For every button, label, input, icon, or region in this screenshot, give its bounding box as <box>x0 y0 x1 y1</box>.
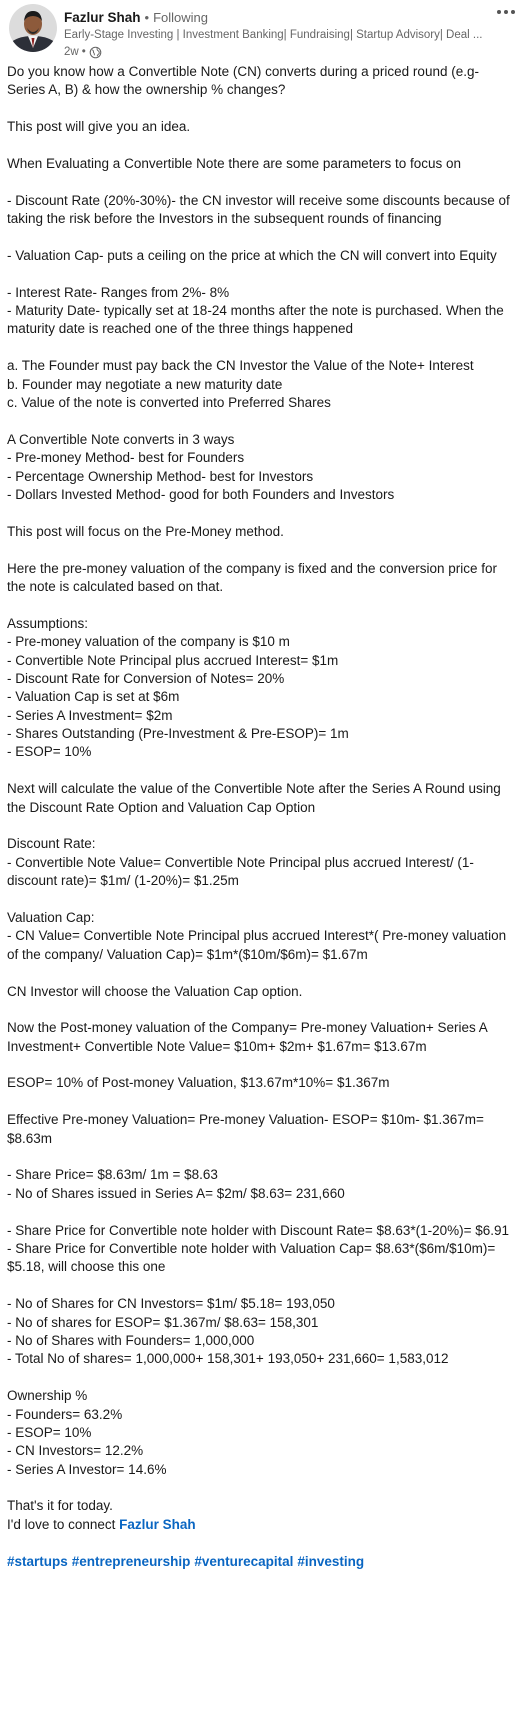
post-body <box>7 63 527 1571</box>
post-text-line: - Shares Outstanding (Pre-Investment & Pre-ESOP)= 1m <box>7 726 349 742</box>
meta-separator-dot: • <box>81 46 86 58</box>
post-text-line: A Convertible Note converts in 3 ways <box>7 431 235 447</box>
blank-line <box>7 964 527 982</box>
post-text-line: - CN Value= Convertible Note Principal plus accrued Interest*( Pre-money valuation <box>7 928 507 944</box>
post-meta <box>64 44 494 60</box>
blank-line <box>7 1534 527 1552</box>
post-text-line: ESOP= 10% of Post-money Valuation, $13.67m*10%= $1.367m <box>7 1075 390 1091</box>
post-text-line: Here the pre-money valuation of the company is fixed and the conversion price for <box>7 560 498 576</box>
post-text-line: - Series A Investor= 14.6% <box>7 1461 167 1477</box>
blank-line <box>7 412 527 430</box>
post-text-line: This post will focus on the Pre-Money method. <box>7 523 284 539</box>
post-text-line: $8.63m <box>7 1130 53 1146</box>
post-text-line: - Discount Rate for Conversion of Notes= 20% <box>7 670 285 686</box>
post-text-line: - Interest Rate- Ranges from 2%- 8% <box>7 284 230 300</box>
closing-prefix: I'd love to connect <box>7 1516 120 1532</box>
post-text-line: Do you know how a Convertible Note (CN) converts during a priced round (e.g- <box>7 64 479 79</box>
post-text-line: - ESOP= 10% <box>7 1424 92 1440</box>
blank-line <box>7 1093 527 1111</box>
post-text-line: - No of Shares issued in Series A= $2m/ $8.63= 231,660 <box>7 1185 345 1201</box>
post-text-line: - Valuation Cap- puts a ceiling on the price at which the CN will convert into Equity <box>7 247 497 263</box>
post-text-line: - No of Shares for CN Investors= $1m/ $5.18= 193,050 <box>7 1296 335 1312</box>
post-text-line: - No of Shares with Founders= 1,000,000 <box>7 1332 255 1348</box>
post-text-line: - Pre-money Method- best for Founders <box>7 450 245 466</box>
post-text-line: This post will give you an idea. <box>7 119 191 135</box>
more-options-button[interactable] <box>494 2 518 22</box>
post-header <box>0 0 532 64</box>
globe-icon <box>89 46 102 59</box>
post-text-line: Next will calculate the value of the Convertible Note after the Series A Round using <box>7 781 501 797</box>
blank-line <box>7 762 527 780</box>
post-text-line: That's it for today. <box>7 1498 113 1514</box>
blank-line <box>7 1001 527 1019</box>
blank-line <box>7 1148 527 1166</box>
post-text-line: Assumptions: <box>7 615 89 631</box>
post-text-line: Discount Rate: <box>7 836 96 852</box>
post-text-line: of the company/ Valuation Cap)= $1m*($10m/$6m)= $1.67m <box>7 946 368 962</box>
blank-line <box>7 1277 527 1295</box>
post-text-line: a. The Founder must pay back the CN Investor the Value of the Note+ Interest <box>7 358 474 374</box>
post-text-line: - Total No of shares= 1,000,000+ 158,301+ 193,050+ 231,660= 1,583,012 <box>7 1351 449 1367</box>
profile-photo <box>9 4 57 52</box>
post-text-line: Now the Post-money valuation of the Company= Pre-money Valuation+ Series A <box>7 1020 488 1036</box>
post-text-line: Ownership % <box>7 1388 88 1404</box>
hashtag-link[interactable]: #entrepreneurship <box>71 1553 191 1569</box>
post-text-line: CN Investor will choose the Valuation Cap option. <box>7 983 303 999</box>
hashtag-link[interactable]: #venturecapital <box>194 1553 294 1569</box>
blank-line <box>7 1056 527 1074</box>
follow-status[interactable]: Following <box>153 9 208 25</box>
blank-line <box>7 100 527 118</box>
closing-line <box>7 1516 527 1534</box>
post-text-line: - Maturity Date- typically set at 18-24 months after the note is purchased. When the <box>7 303 504 319</box>
post-text-line: - Percentage Ownership Method- best for Investors <box>7 468 314 484</box>
post-text-line: Investment+ Convertible Note Value= $10m+ $2m+ $1.67m= $13.67m <box>7 1038 427 1054</box>
post-text-line: - Convertible Note Principal plus accrued Interest= $1m <box>7 652 339 668</box>
post-text-line: c. Value of the note is converted into Preferred Shares <box>7 395 331 411</box>
post-time: 2w <box>64 46 79 58</box>
post-text-line: Valuation Cap: <box>7 909 95 925</box>
post-text-line: Effective Pre-money Valuation= Pre-money Valuation- ESOP= $10m- $1.367m= <box>7 1112 484 1128</box>
post-text-line: the Discount Rate Option and Valuation Cap Option <box>7 799 316 815</box>
blank-line <box>7 339 527 357</box>
author-name-line <box>64 8 494 26</box>
blank-line <box>7 229 527 247</box>
post-text-line: - Pre-money valuation of the company is $10 m <box>7 634 290 650</box>
blank-line <box>7 891 527 909</box>
blank-line <box>7 137 527 155</box>
post-text-line: - Valuation Cap is set at $6m <box>7 689 180 705</box>
post-text-line: When Evaluating a Convertible Note there are some parameters to focus on <box>7 155 461 171</box>
blank-line <box>7 504 527 522</box>
post-text-line: - ESOP= 10% <box>7 744 92 760</box>
author-info <box>64 8 494 60</box>
separator-dot: • <box>144 9 150 25</box>
blank-line <box>7 1369 527 1387</box>
post-text-line: maturity date is reached one of the three things happened <box>7 321 353 337</box>
author-name[interactable]: Fazlur Shah <box>64 9 141 25</box>
hashtag-link[interactable]: #investing <box>297 1553 365 1569</box>
post-text-line: b. Founder may negotiate a new maturity date <box>7 376 283 392</box>
post-text-line: - Series A Investment= $2m <box>7 707 173 723</box>
hashtag-link[interactable]: #startups <box>7 1553 68 1569</box>
author-avatar[interactable] <box>9 4 57 52</box>
author-mention-link[interactable]: Fazlur Shah <box>119 1516 196 1532</box>
hashtag-line <box>7 1553 527 1571</box>
post-text-line: $5.18, will choose this one <box>7 1259 166 1275</box>
post-lines <box>7 63 527 1516</box>
author-headline: Early-Stage Investing | Investment Banking| Fundraising| Startup Advisory| Deal ... <box>64 29 483 41</box>
post-text-line: the note is calculated based on that. <box>7 578 224 594</box>
post-text-line: - Share Price for Convertible note holder with Discount Rate= $8.63*(1-20%)= $6.91 <box>7 1222 510 1238</box>
blank-line <box>7 173 527 191</box>
post-text-line: discount rate)= $1m/ (1-20%)= $1.25m <box>7 873 239 889</box>
blank-line <box>7 1203 527 1221</box>
post-text-line: Series A, B) & how the ownership % changes? <box>7 82 286 98</box>
blank-line <box>7 265 527 283</box>
post-text-line: - Founders= 63.2% <box>7 1406 123 1422</box>
blank-line <box>7 1479 527 1497</box>
post-text-line: - Share Price= $8.63m/ 1m = $8.63 <box>7 1167 218 1183</box>
post-text-line: - Share Price for Convertible note holder with Valuation Cap= $8.63*($6m/$10m)= <box>7 1241 496 1256</box>
blank-line <box>7 541 527 559</box>
blank-line <box>7 596 527 614</box>
post-text-line: - Discount Rate (20%-30%)- the CN investor will receive some discounts because of <box>7 192 510 208</box>
blank-line <box>7 817 527 835</box>
post-text-line: taking the risk before the Investors in the subsequent rounds of financing <box>7 211 442 227</box>
post-text-line: - CN Investors= 12.2% <box>7 1443 144 1459</box>
post-text-line: - Convertible Note Value= Convertible Note Principal plus accrued Interest/ (1- <box>7 854 474 870</box>
post-text-line: - Dollars Invested Method- good for both Founders and Investors <box>7 486 395 502</box>
more-horizontal-icon <box>496 9 516 15</box>
post-text-line: - No of shares for ESOP= $1.367m/ $8.63= 158,301 <box>7 1314 319 1330</box>
